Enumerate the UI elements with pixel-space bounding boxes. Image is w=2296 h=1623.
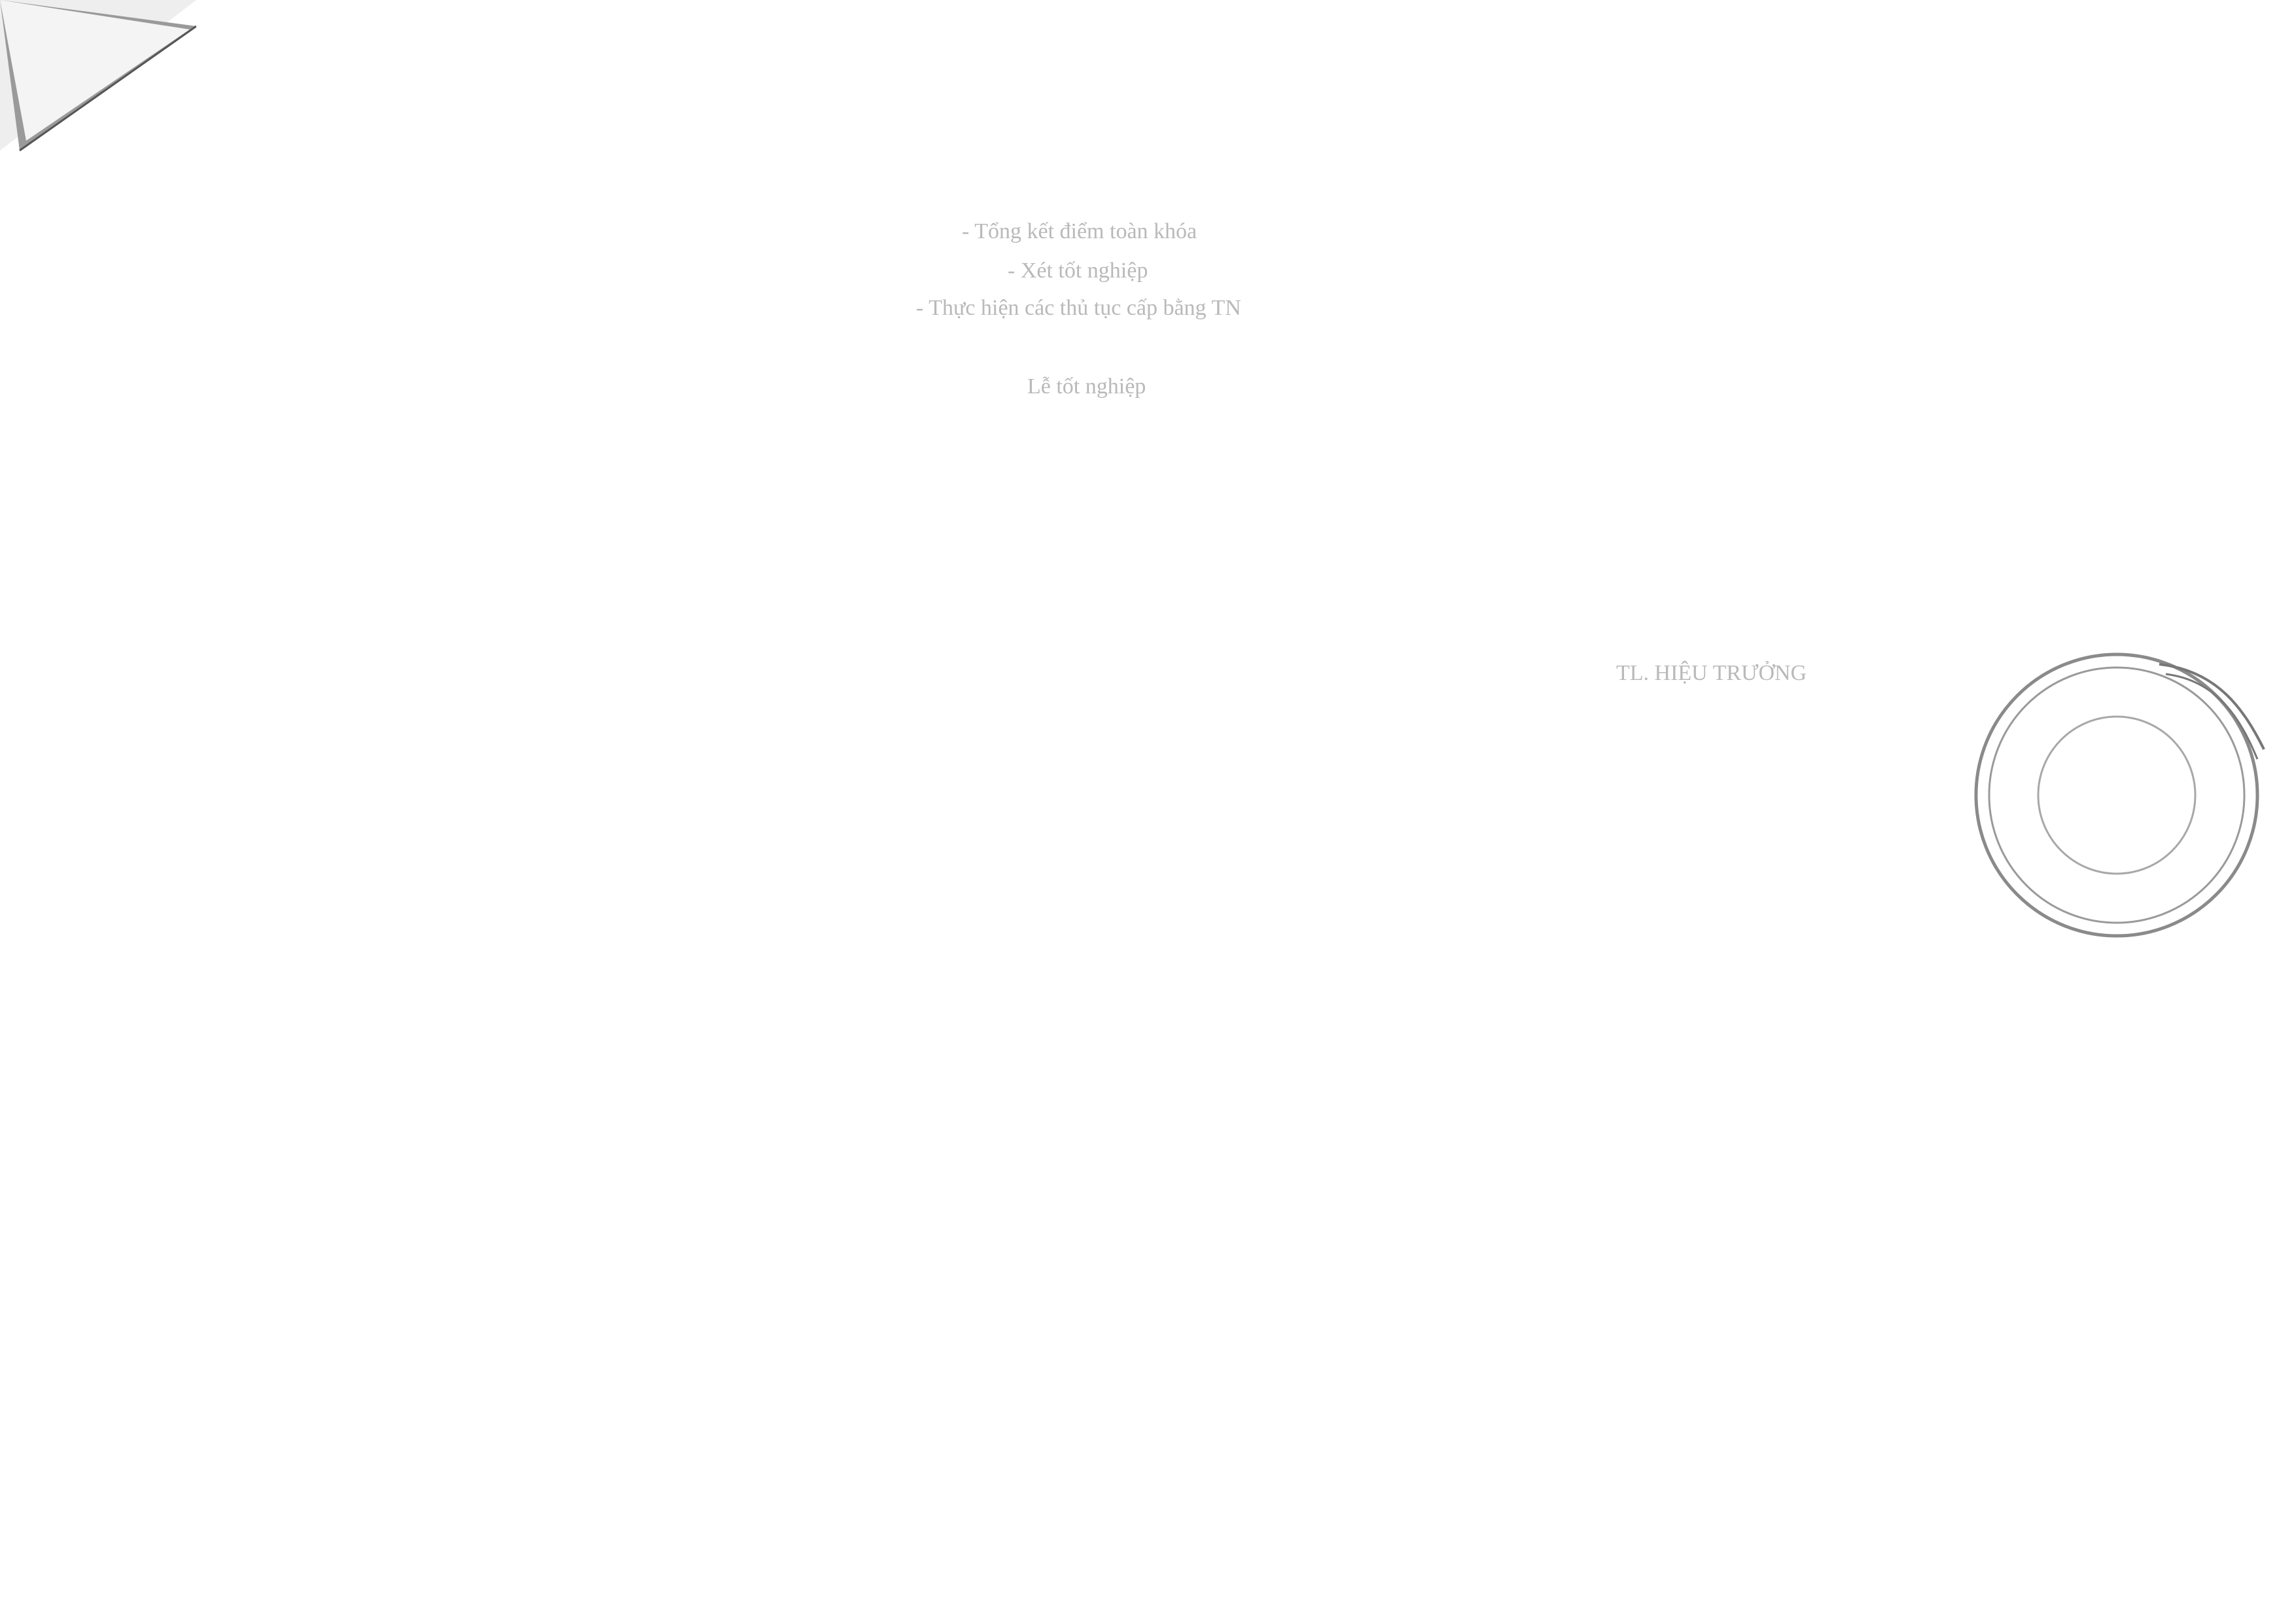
header-lop-cd22	[1459, 141, 1920, 201]
bleed-through-text: - Thực hiện các thủ tục cấp bằng TN	[916, 296, 1241, 320]
cd22-continue-semester	[1459, 525, 1920, 1127]
header-lop-cd21	[952, 141, 1459, 201]
seal-text-1	[2140, 705, 2218, 738]
seal-text-4	[2140, 805, 2231, 838]
header-cong-tac-khac	[1920, 141, 2248, 201]
header-lop-20	[563, 141, 952, 201]
header-tt	[92, 141, 170, 201]
cd21-final-report	[952, 1407, 1459, 1497]
bleed-through-text: Lễ tốt nghiệp	[1027, 374, 1146, 399]
scan-corner-fold	[0, 0, 196, 157]
cd22-second-exams	[1459, 1127, 1920, 1192]
bleed-through-text: - Xét tốt nghiệp	[1008, 259, 1148, 283]
cd21-internship-at-site	[952, 817, 1459, 1407]
cd21-internship-at-school	[952, 433, 1459, 665]
seal-text-3	[2140, 772, 2231, 805]
bleed-through-text: - Tổng kết điểm toàn khóa	[962, 219, 1197, 243]
cd21-exam-and-report	[952, 665, 1459, 817]
cd22-first-exams	[1459, 433, 1920, 525]
seal-text-2	[2140, 740, 2231, 772]
cd22-summary	[1459, 1192, 1920, 1344]
bleed-through-text: TL. HIỆU TRƯỞNG	[1616, 661, 1807, 685]
header-tuan-le	[249, 141, 517, 201]
